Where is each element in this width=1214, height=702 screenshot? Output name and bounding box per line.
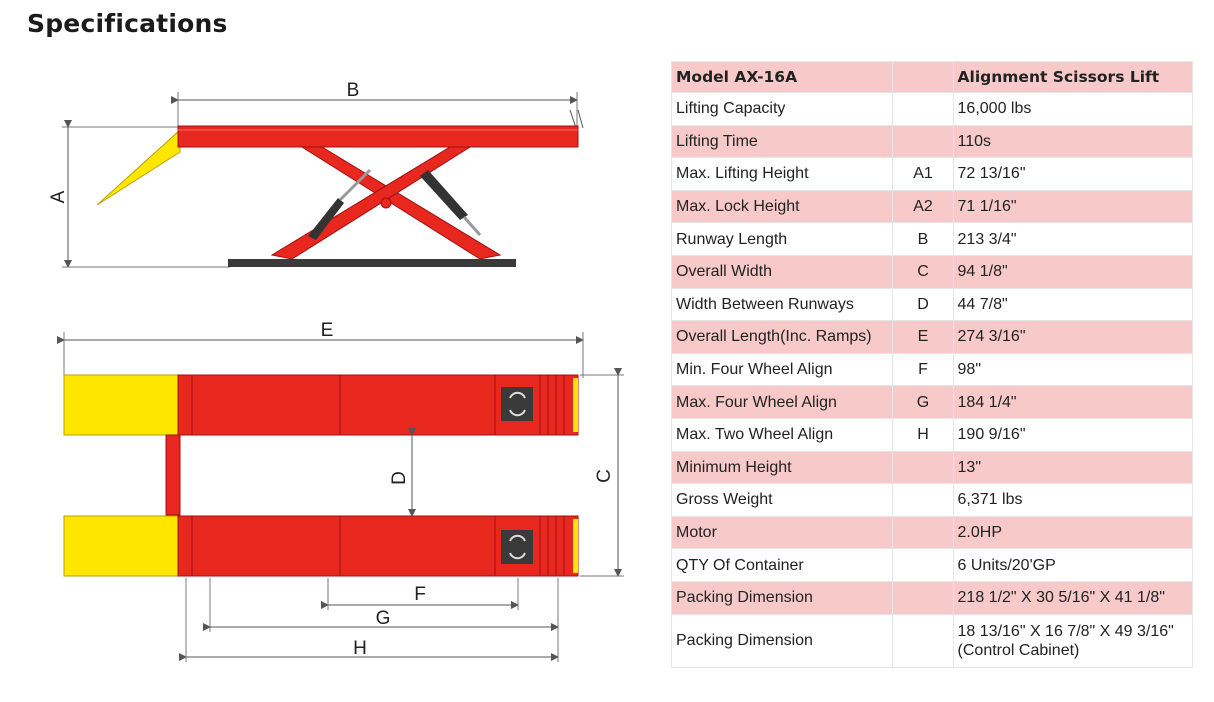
row-value: 110s bbox=[953, 125, 1192, 158]
label-g: G bbox=[375, 608, 391, 629]
header-product: Alignment Scissors Lift bbox=[953, 62, 1192, 93]
table-row bbox=[672, 158, 1193, 191]
row-value: 6 Units/20'GP bbox=[953, 549, 1192, 582]
table-row bbox=[672, 190, 1193, 223]
row-label: Max. Two Wheel Align bbox=[672, 418, 893, 451]
table-row bbox=[672, 418, 1193, 451]
ramp-lower bbox=[64, 516, 178, 576]
row-code bbox=[893, 125, 953, 158]
row-value: 16,000 lbs bbox=[953, 93, 1192, 126]
row-code: A1 bbox=[893, 158, 953, 191]
row-value: 274 3/16" bbox=[953, 321, 1192, 354]
table-row bbox=[672, 255, 1193, 288]
row-label: Min. Four Wheel Align bbox=[672, 353, 893, 386]
table-row bbox=[672, 223, 1193, 256]
page-title: Specifications bbox=[27, 9, 228, 38]
row-code bbox=[893, 516, 953, 549]
row-value: 2.0HP bbox=[953, 516, 1192, 549]
ramp-upper bbox=[64, 375, 178, 435]
header-model: Model AX-16A bbox=[672, 62, 893, 93]
row-value: 72 13/16" bbox=[953, 158, 1192, 191]
row-value-line-1: 18 13/16" X 16 7/8" X 49 3/16" bbox=[957, 622, 1174, 640]
row-value: 13" bbox=[953, 451, 1192, 484]
row-label: Overall Length(Inc. Ramps) bbox=[672, 321, 893, 354]
row-code bbox=[893, 614, 953, 667]
row-label: Runway Length bbox=[672, 223, 893, 256]
table-row bbox=[672, 386, 1193, 419]
table-row bbox=[672, 125, 1193, 158]
table-row bbox=[672, 516, 1193, 549]
lift-diagram bbox=[40, 60, 660, 700]
row-code: E bbox=[893, 321, 953, 354]
table-row bbox=[672, 93, 1193, 126]
table-row bbox=[672, 484, 1193, 517]
label-c: C bbox=[594, 469, 615, 483]
row-label: Lifting Time bbox=[672, 125, 893, 158]
row-label: Max. Four Wheel Align bbox=[672, 386, 893, 419]
table-row bbox=[672, 581, 1193, 614]
table-row bbox=[672, 549, 1193, 582]
row-code: G bbox=[893, 386, 953, 419]
row-value: 71 1/16" bbox=[953, 190, 1192, 223]
row-label: Width Between Runways bbox=[672, 288, 893, 321]
scissor-arm-2 bbox=[272, 147, 470, 259]
label-f: F bbox=[414, 584, 426, 605]
table-row bbox=[672, 353, 1193, 386]
row-value bbox=[953, 614, 1192, 667]
row-label: Packing Dimension bbox=[672, 614, 893, 667]
side-view bbox=[48, 80, 583, 267]
row-label: Minimum Height bbox=[672, 451, 893, 484]
row-value: 184 1/4" bbox=[953, 386, 1192, 419]
row-value: 218 1/2" X 30 5/16" X 41 1/8" bbox=[953, 581, 1192, 614]
table-row bbox=[672, 321, 1193, 354]
row-code bbox=[893, 451, 953, 484]
row-code: F bbox=[893, 353, 953, 386]
row-value: 213 3/4" bbox=[953, 223, 1192, 256]
row-code bbox=[893, 549, 953, 582]
label-a: A bbox=[48, 190, 69, 204]
table-row bbox=[672, 451, 1193, 484]
row-code: A2 bbox=[893, 190, 953, 223]
row-label: Motor bbox=[672, 516, 893, 549]
row-value: 44 7/8" bbox=[953, 288, 1192, 321]
side-platform bbox=[178, 126, 578, 147]
crossbar bbox=[166, 435, 180, 515]
row-code: C bbox=[893, 255, 953, 288]
row-code: D bbox=[893, 288, 953, 321]
table-row bbox=[672, 614, 1193, 667]
side-ramp bbox=[97, 130, 180, 205]
specifications-table bbox=[671, 61, 1193, 668]
row-label: Max. Lifting Height bbox=[672, 158, 893, 191]
row-code: H bbox=[893, 418, 953, 451]
row-value: 6,371 lbs bbox=[953, 484, 1192, 517]
row-code: B bbox=[893, 223, 953, 256]
row-value-line-2: (Control Cabinet) bbox=[957, 641, 1080, 659]
label-h: H bbox=[353, 638, 367, 659]
row-value: 94 1/8" bbox=[953, 255, 1192, 288]
row-label: QTY Of Container bbox=[672, 549, 893, 582]
row-label: Packing Dimension bbox=[672, 581, 893, 614]
row-value: 98" bbox=[953, 353, 1192, 386]
row-code bbox=[893, 93, 953, 126]
header-code bbox=[893, 62, 953, 93]
top-view bbox=[64, 320, 624, 662]
lift-base bbox=[228, 259, 516, 267]
row-code bbox=[893, 581, 953, 614]
row-label: Max. Lock Height bbox=[672, 190, 893, 223]
label-e: E bbox=[320, 320, 334, 341]
row-label: Lifting Capacity bbox=[672, 93, 893, 126]
row-code bbox=[893, 484, 953, 517]
row-value: 190 9/16" bbox=[953, 418, 1192, 451]
table-header-row bbox=[672, 62, 1193, 93]
label-d: D bbox=[389, 471, 410, 485]
row-label: Gross Weight bbox=[672, 484, 893, 517]
scissor-arm-1 bbox=[302, 147, 500, 259]
row-label: Overall Width bbox=[672, 255, 893, 288]
label-b: B bbox=[346, 80, 360, 101]
table-row bbox=[672, 288, 1193, 321]
